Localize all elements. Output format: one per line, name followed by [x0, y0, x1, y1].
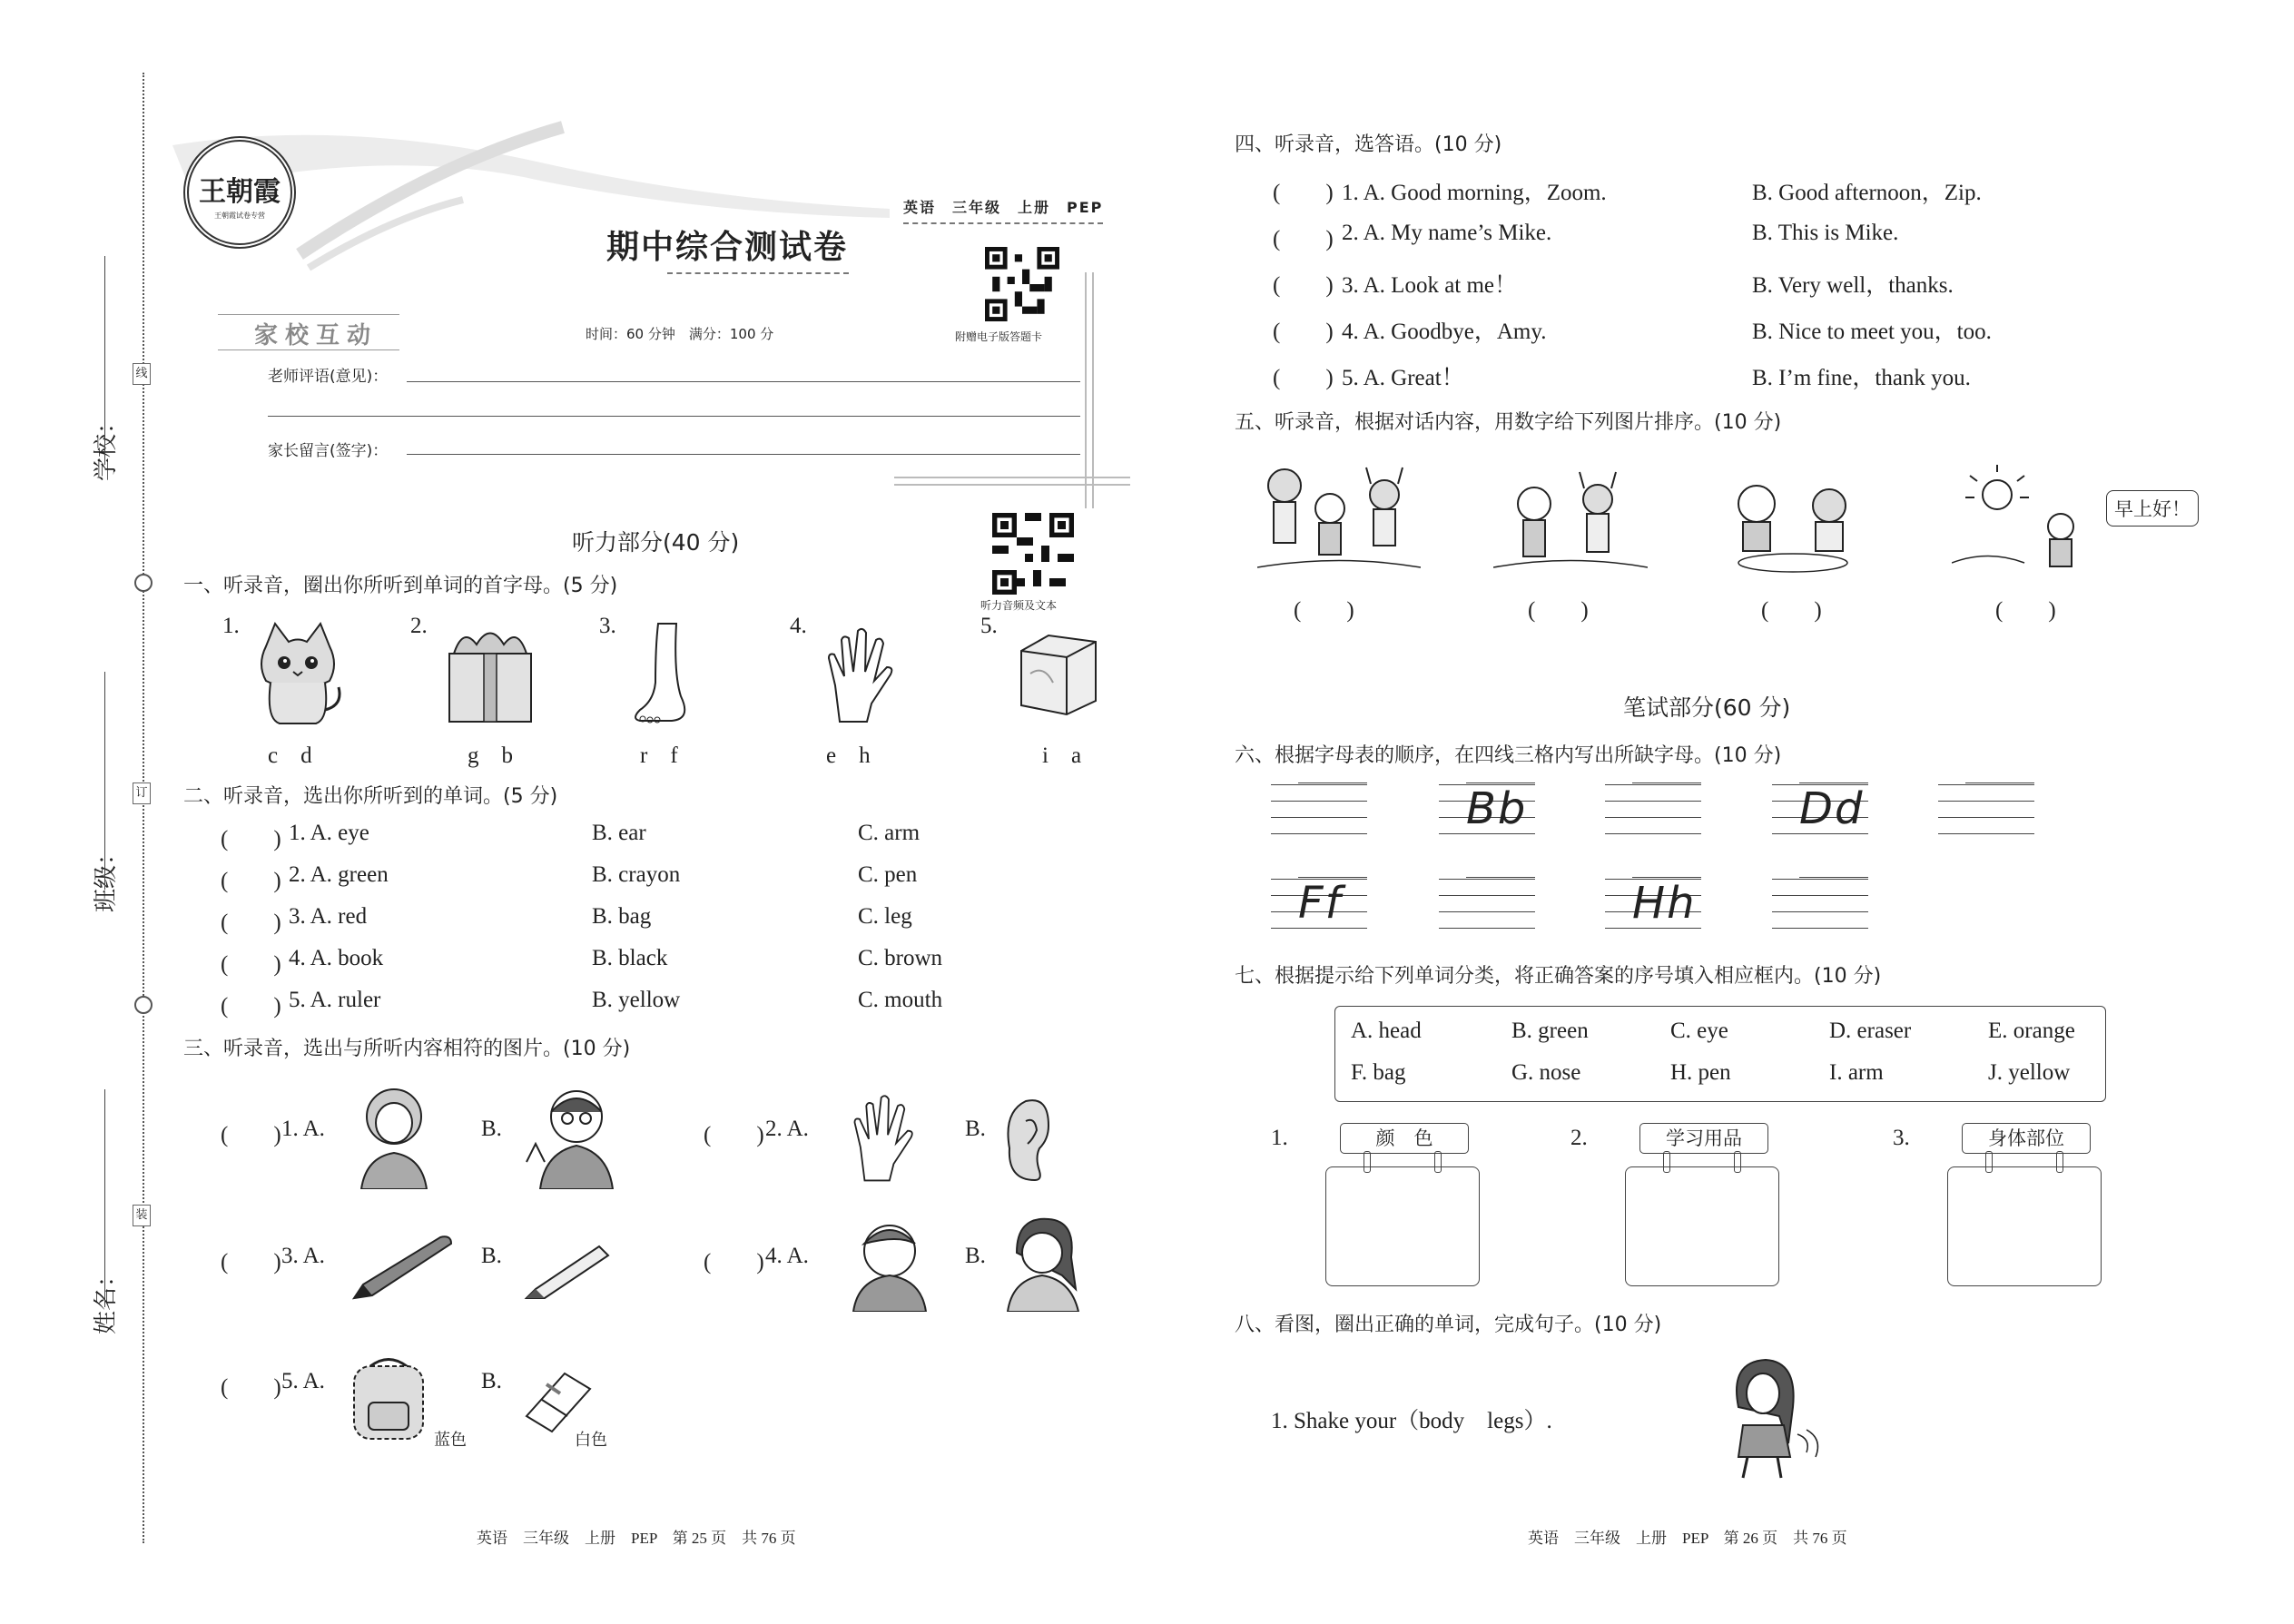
q3-title: 三、听录音，选出与所听内容相符的图片。(10 分): [183, 1038, 631, 1060]
q4-option-a: 5. A. Great！: [1342, 366, 1464, 390]
q3-option-a-label: 4. A.: [765, 1244, 809, 1268]
q4-option-a: 1. A. Good morning，Zoom.: [1342, 181, 1607, 205]
q2-option-a: 4. A. book: [289, 946, 384, 970]
q7-answer-box[interactable]: [1947, 1166, 2102, 1286]
letter-grid-letters: [1298, 782, 1367, 783]
qr1-caption: 附赠电子版答题卡: [955, 330, 1043, 343]
gift-picture: [440, 622, 540, 726]
q2-title: 二、听录音，选出你所听到的单词。(5 分): [183, 785, 558, 808]
q5-answer-bracket[interactable]: ( ): [1294, 598, 1354, 623]
seal-char-2: 订: [133, 782, 151, 804]
ear-picture: [999, 1094, 1053, 1185]
q7-word: A. head: [1351, 1019, 1422, 1043]
letter-grid-letters: Ff: [1298, 877, 1367, 929]
q3-option-b-label: B.: [965, 1117, 986, 1141]
listening-section-title: 听力部分(40 分): [572, 529, 740, 556]
letter-grid[interactable]: [1439, 879, 1535, 933]
q4-answer-bracket[interactable]: ( ): [1273, 273, 1334, 298]
letter-grid-letters: [1632, 782, 1701, 783]
q3-option-b-label: B.: [481, 1244, 502, 1268]
q7-word: E. orange: [1988, 1019, 2075, 1043]
q2-answer-bracket[interactable]: ( ): [221, 827, 281, 851]
q7-answer-box[interactable]: [1625, 1166, 1779, 1286]
q5-answer-bracket[interactable]: ( ): [1995, 598, 2056, 623]
seal-char-1: 线: [133, 363, 151, 385]
crayon-picture: [522, 1239, 613, 1303]
q3-answer-bracket[interactable]: ( ): [221, 1375, 281, 1400]
grandpa-picture: [522, 1080, 631, 1189]
q1-letters[interactable]: g b: [468, 743, 514, 768]
q7-category-number: 2.: [1570, 1126, 1588, 1150]
pen-picture: [350, 1230, 458, 1303]
eraser-picture: [519, 1366, 596, 1434]
writing-section-title: 笔试部分(60 分): [1623, 694, 1791, 721]
q2-option-a: 2. A. green: [289, 862, 389, 887]
q3-answer-bracket[interactable]: ( ): [221, 1250, 281, 1275]
q3-answer-bracket[interactable]: ( ): [704, 1250, 764, 1275]
q1-letters[interactable]: i a: [1042, 743, 1082, 768]
letter-grid-letters: [1799, 877, 1868, 878]
q3-color-b: 白色: [575, 1431, 607, 1450]
subject-badge: 英语 三年级 上册 PEP: [903, 196, 1103, 224]
qr-code-answer-card: [985, 247, 1059, 321]
letter-grid-letters: [1965, 782, 2034, 783]
girl-picture: [999, 1212, 1089, 1312]
school-field[interactable]: [104, 256, 105, 465]
q8-title: 八、看图，圈出正确的单词，完成句子。(10 分): [1235, 1314, 1662, 1336]
letter-grid[interactable]: [1605, 784, 1701, 839]
q7-word: F. bag: [1351, 1060, 1406, 1085]
page-title: 期中综合测试卷: [606, 228, 849, 266]
dialogue-scene-3: [1716, 468, 1884, 576]
q1-title: 一、听录音，圈出你所听到单词的首字母。(5 分): [183, 575, 618, 597]
letter-grid[interactable]: [1271, 784, 1367, 839]
q2-option-c: C. pen: [858, 862, 918, 887]
letter-grid-letters: Dd: [1799, 782, 1868, 834]
q7-answer-box[interactable]: [1325, 1166, 1480, 1286]
q5-answer-bracket[interactable]: ( ): [1528, 598, 1589, 623]
q4-option-a: 2. A. My name’s Mike.: [1342, 221, 1552, 245]
q7-word: H. pen: [1670, 1060, 1731, 1085]
q4-answer-bracket[interactable]: ( ): [1273, 227, 1334, 251]
q3-option-b-label: B.: [481, 1117, 502, 1141]
q2-option-c: C. mouth: [858, 988, 943, 1012]
letter-grid-letters: Bb: [1466, 782, 1535, 834]
q1-item-number: 5.: [980, 614, 998, 638]
title-underline: [667, 272, 849, 274]
girl-shaking-picture: [1707, 1353, 1825, 1480]
q7-title: 七、根据提示给下列单词分类，将正确答案的序号填入相应框内。(10 分): [1235, 965, 1882, 988]
q3-option-a-label: 5. A.: [281, 1369, 325, 1393]
dialogue-scene-4: [1952, 463, 2102, 581]
q7-category-number: 3.: [1893, 1126, 1910, 1150]
q2-option-c: C. leg: [858, 904, 912, 929]
q3-option-a-label: 1. A.: [281, 1117, 325, 1141]
q3-answer-bracket[interactable]: ( ): [221, 1123, 281, 1147]
q2-option-c: C. brown: [858, 946, 943, 970]
teacher-comment-field-1[interactable]: [407, 381, 1080, 382]
name-label: 姓名：: [93, 1263, 120, 1334]
dialogue-scene-1: [1257, 458, 1421, 576]
q4-option-b: B. This is Mike.: [1752, 221, 1899, 245]
q6-title: 六、根据字母表的顺序，在四线三格内写出所缺字母。(10 分): [1235, 744, 1782, 767]
boy-picture: [844, 1216, 935, 1312]
q1-item-number: 2.: [410, 614, 428, 638]
q2-option-a: 3. A. red: [289, 904, 368, 929]
q2-answer-bracket[interactable]: ( ): [221, 994, 281, 1019]
q4-answer-bracket[interactable]: ( ): [1273, 181, 1334, 205]
time-info: 时间：60 分钟 满分：100 分: [586, 326, 774, 342]
q2-option-a: 5. A. ruler: [289, 988, 381, 1012]
class-label: 班级：: [93, 841, 120, 912]
speech-bubble: 早上好！: [2106, 490, 2199, 527]
q1-item-number: 3.: [599, 614, 616, 638]
header-corner-decoration: [1085, 272, 1094, 508]
q4-option-a: 4. A. Goodbye，Amy.: [1342, 320, 1547, 344]
q2-answer-bracket[interactable]: ( ): [221, 952, 281, 977]
q3-answer-bracket[interactable]: ( ): [704, 1123, 764, 1147]
q7-category-number: 1.: [1271, 1126, 1288, 1150]
home-school-banner: [218, 314, 399, 350]
q1-letters[interactable]: r f: [640, 743, 678, 768]
q7-word: C. eye: [1670, 1019, 1728, 1043]
q3-option-a-label: 2. A.: [765, 1117, 809, 1141]
dialogue-scene-2: [1493, 463, 1648, 576]
q5-answer-bracket[interactable]: ( ): [1761, 598, 1822, 623]
school-label: 学校：: [93, 409, 120, 481]
q7-category-label: 学习用品: [1639, 1123, 1768, 1154]
q4-option-b: B. Good afternoon，Zip.: [1752, 181, 1982, 205]
q4-answer-bracket[interactable]: ( ): [1273, 366, 1334, 390]
class-field[interactable]: [104, 672, 105, 890]
backpack-picture: [343, 1353, 434, 1443]
q1-item-number: 1.: [222, 614, 240, 638]
q4-answer-bracket[interactable]: ( ): [1273, 320, 1334, 344]
q7-category-label: 身体部位: [1962, 1123, 2091, 1154]
letter-grid-letters: [1466, 877, 1535, 878]
qr-code-audio: [992, 513, 1074, 595]
q8-sentence[interactable]: 1. Shake your（body legs）.: [1271, 1409, 1552, 1433]
grandma-picture: [352, 1085, 436, 1189]
hand-picture: [842, 1089, 924, 1185]
q7-category-label: 颜 色: [1340, 1123, 1469, 1154]
foot-picture: [626, 619, 699, 728]
q2-option-b: B. black: [592, 946, 668, 970]
q7-word: B. green: [1511, 1019, 1589, 1043]
seal-char-3: 装: [133, 1205, 151, 1226]
q2-option-b: B. yellow: [592, 988, 681, 1012]
q5-title: 五、听录音，根据对话内容，用数字给下列图片排序。(10 分): [1235, 411, 1782, 434]
q4-title: 四、听录音，选答语。(10 分): [1235, 133, 1502, 156]
q4-option-a: 3. A. Look at me！: [1342, 273, 1518, 298]
ice-picture: [1012, 628, 1103, 719]
brand-logo-text: 王朝霞: [199, 176, 281, 208]
brand-logo-sub: 王朝霞试卷专营: [214, 212, 265, 220]
q2-option-c: C. arm: [858, 821, 921, 845]
q3-option-b-label: B.: [965, 1244, 986, 1268]
q7-word: G. nose: [1511, 1060, 1581, 1085]
q4-option-b: B. Very well，thanks.: [1752, 273, 1954, 298]
letter-grid[interactable]: [1605, 879, 1701, 933]
q3-color-a: 蓝色: [434, 1431, 467, 1450]
letter-grid[interactable]: [1271, 879, 1367, 933]
cat-picture: [243, 619, 352, 728]
q2-option-b: B. ear: [592, 821, 646, 845]
q2-answer-bracket[interactable]: ( ): [221, 869, 281, 893]
letter-grid[interactable]: [1772, 784, 1868, 839]
q7-word: J. yellow: [1988, 1060, 2071, 1085]
q1-letters[interactable]: e h: [826, 743, 871, 768]
q3-option-a-label: 3. A.: [281, 1244, 325, 1268]
letter-grid[interactable]: [1938, 784, 2034, 839]
letter-grid[interactable]: [1439, 784, 1535, 839]
parent-comment-label: 家长留言(签字)：: [268, 442, 389, 460]
q1-letters[interactable]: c d: [268, 743, 312, 768]
teacher-comment-label: 老师评语(意见)：: [268, 368, 389, 386]
q7-word: I. arm: [1829, 1060, 1884, 1085]
letter-grid-letters: Hh: [1632, 877, 1701, 929]
teacher-comment-field-2[interactable]: [268, 416, 1080, 417]
binding-hole-icon: [134, 996, 153, 1014]
name-field[interactable]: [104, 1089, 105, 1307]
q4-option-b: B. Nice to meet you，too.: [1752, 320, 1992, 344]
q3-option-b-label: B.: [481, 1369, 502, 1393]
footer-left: 英语 三年级 上册 PEP 第 25 页 共 76 页: [477, 1530, 796, 1547]
q4-option-b: B. I’m fine，thank you.: [1752, 366, 1971, 390]
header-corner-decoration: [894, 477, 1130, 486]
hand-picture: [822, 622, 899, 726]
footer-right: 英语 三年级 上册 PEP 第 26 页 共 76 页: [1528, 1530, 1847, 1547]
home-school-text: 家校互动: [254, 322, 379, 349]
q7-word: D. eraser: [1829, 1019, 1912, 1043]
parent-comment-field[interactable]: [407, 454, 1080, 455]
brand-logo: [183, 136, 296, 249]
q2-option-a: 1. A. eye: [289, 821, 369, 845]
binding-hole-icon: [134, 574, 153, 592]
letter-grid[interactable]: [1772, 879, 1868, 933]
q2-option-b: B. crayon: [592, 862, 681, 887]
q2-answer-bracket[interactable]: ( ): [221, 910, 281, 935]
q2-option-b: B. bag: [592, 904, 652, 929]
q1-item-number: 4.: [790, 614, 807, 638]
qr2-caption: 听力音频及文本: [980, 599, 1058, 612]
binding-dotted-line: [143, 73, 144, 1543]
